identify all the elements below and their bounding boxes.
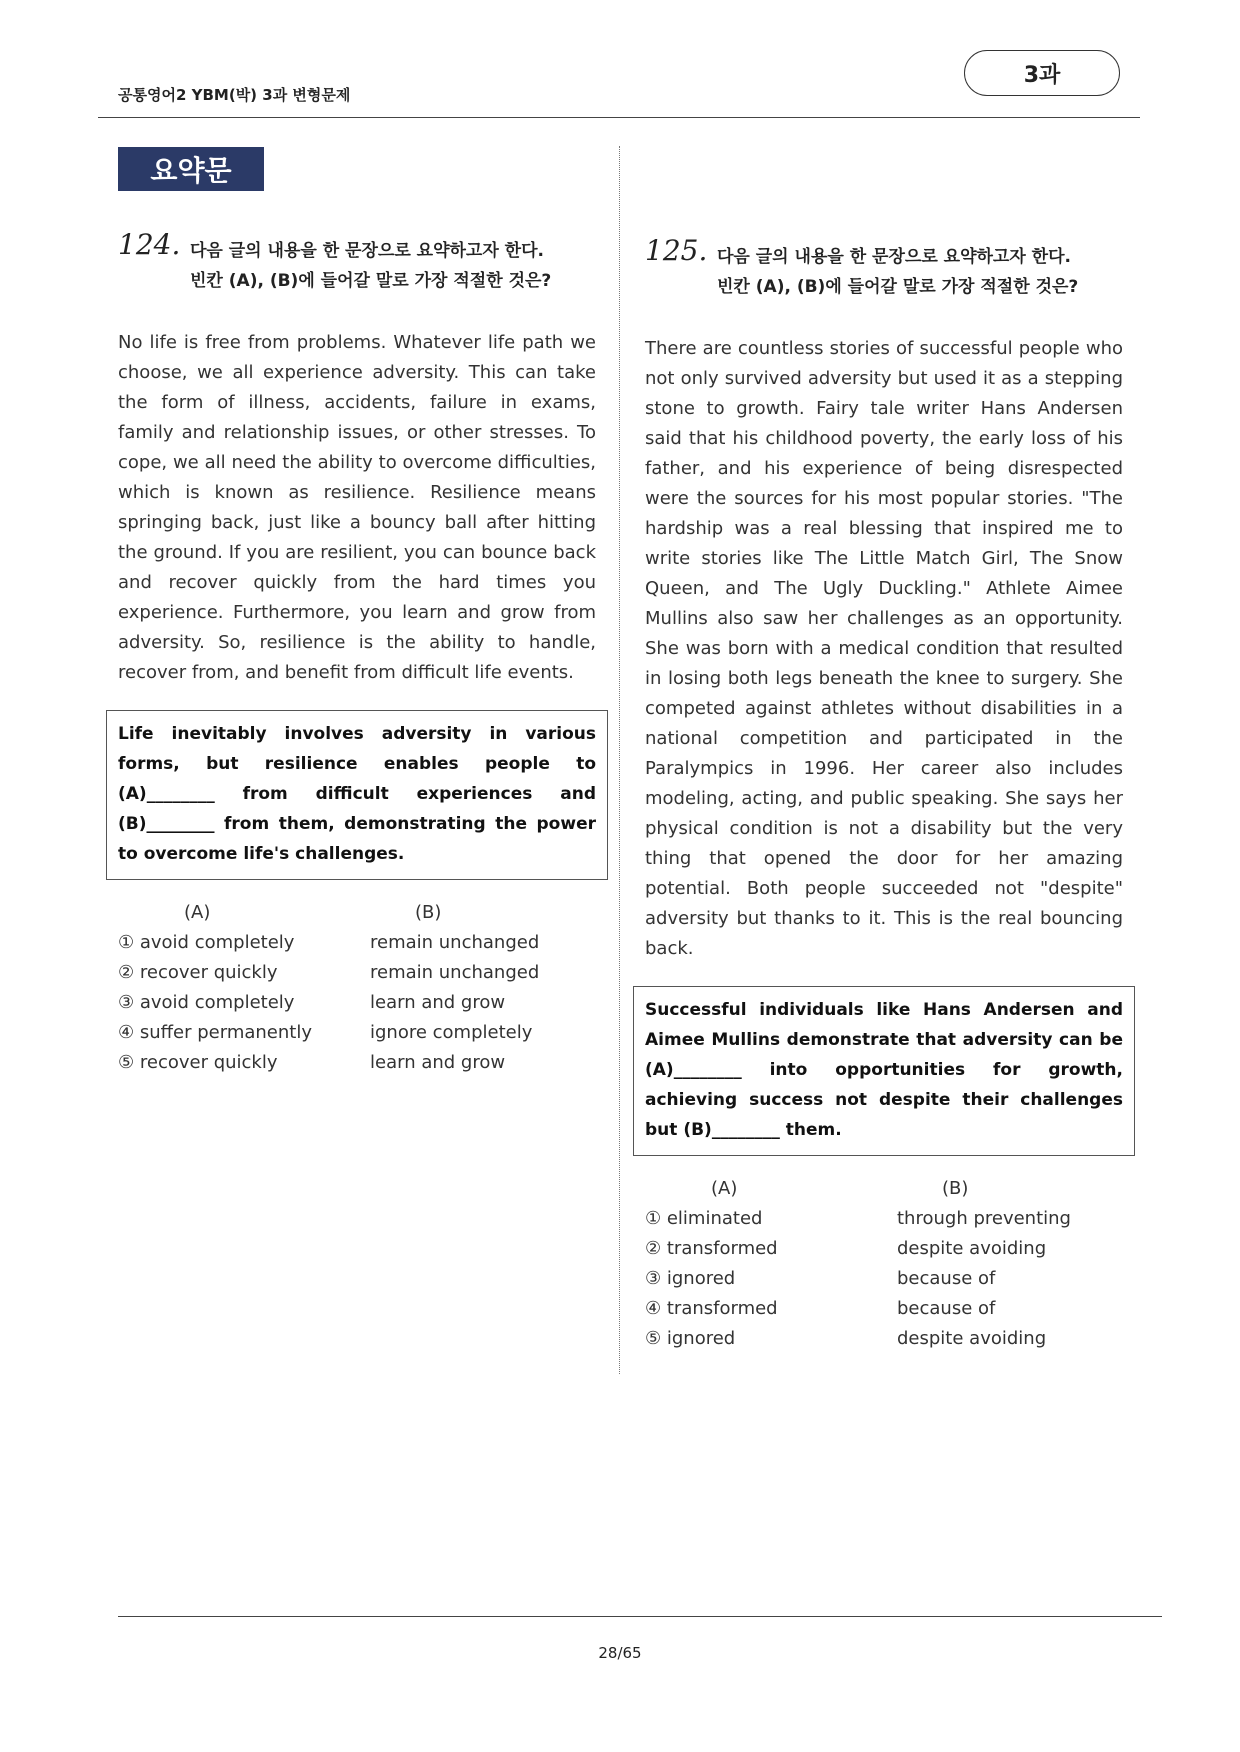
column-b-label: (B) [942,1178,969,1199]
option-a-text: ④ transformed [645,1298,778,1319]
answer-option-3[interactable] [118,988,596,1018]
answer-option-5[interactable] [118,1048,596,1078]
option-b-text: remain unchanged [370,932,540,953]
lesson-badge: 3과 [964,50,1120,96]
option-a-text: ③ ignored [645,1268,736,1289]
question-number: 124. [118,228,181,261]
question-125 [645,234,1123,1354]
option-a-text: ③ avoid completely [118,992,295,1013]
instruction-line-2: 빈칸 (A), (B)에 들어갈 말로 가장 적절한 것은? [717,277,1079,297]
option-a-text: ⑤ recover quickly [118,1052,278,1073]
answer-option-3[interactable] [645,1264,1123,1294]
reading-passage: No life is free from problems. Whatever life path we choose, we all experience adversity. This can take the form of illness, accidents, failure in exams, family and relationship issues, or other stresses. To cope, we all need the ability to overcome difficulties, which is known as resilience. Resilience means springing back, just like a bouncy ball after hitting the ground. If you are resilient, you can bounce back and recover quickly from the hard times you experience. Furthermore, you learn and grow from adversity. So, resilience is the ability to handle, recover from, and benefit from difficult life events. [118,332,596,683]
column-divider [619,146,620,1374]
section-title-banner: 요약문 [118,147,264,191]
answer-option-2[interactable] [118,958,596,988]
option-a-text: ① avoid completely [118,932,295,953]
column-a-label: (A) [711,1178,738,1199]
option-a-text: ② recover quickly [118,962,278,983]
question-number: 125. [645,234,708,267]
instruction-line-2: 빈칸 (A), (B)에 들어갈 말로 가장 적절한 것은? [190,271,552,291]
header-divider [98,117,1140,118]
option-b-text: because of [897,1298,996,1319]
option-b-text: ignore completely [370,1022,533,1043]
instruction-line-1: 다음 글의 내용을 한 문장으로 요약하고자 한다. [190,241,544,261]
question-header [645,234,1123,302]
option-a-text: ④ suffer permanently [118,1022,312,1043]
instruction-line-1: 다음 글의 내용을 한 문장으로 요약하고자 한다. [717,247,1071,267]
answer-option-1[interactable] [118,928,596,958]
option-b-text: despite avoiding [897,1238,1047,1259]
column-b-label: (B) [415,902,442,923]
footer-divider [118,1616,1162,1617]
answer-option-1[interactable] [645,1204,1123,1234]
document-header-title: 공통영어2 YBM(박) 3과 변형문제 [118,86,351,104]
question-header [118,228,596,296]
option-a-text: ① eliminated [645,1208,763,1229]
options-column-header [118,898,596,928]
reading-passage: There are countless stories of successful people who not only survived adversity but used it as a stepping stone to growth. Fairy tale writer Hans Andersen said that his childhood poverty, the early loss of his father, and his experience of being disrespected were the sources for his most popular stories. "The hardship was a real blessing that inspired me to write stories like The Little Match Girl, The Snow Queen, and The Ugly Duckling." Athlete Aimee Mullins also saw her challenges as an opportunity. She was born with a medical condition that resulted in losing both legs beneath the knee to surgery. She competed against athletes without disabilities in a national competition and participated in the Paralympics in 1996. Her career also includes modeling, acting, and public speaking. She says her physical condition is not a disability but the very thing that opened the door for her amazing potential. Both people succeeded not "despite" adversity but thanks to it. This is the real bouncing back. [645,338,1123,959]
summary-box: Life inevitably involves adversity in various forms, but resilience enables people to (A)________ from difficult experiences and (B)________ from them, demonstrating the power to overcome life's challenges. [106,710,608,880]
answer-option-4[interactable] [118,1018,596,1048]
answer-option-2[interactable] [645,1234,1123,1264]
page-number: 28/65 [598,1644,642,1662]
column-a-label: (A) [184,902,211,923]
question-instruction [717,242,1123,302]
option-b-text: because of [897,1268,996,1289]
answer-options [645,1174,1123,1354]
option-b-text: learn and grow [370,992,506,1013]
option-b-text: despite avoiding [897,1328,1047,1349]
option-a-text: ② transformed [645,1238,778,1259]
summary-box: Successful individuals like Hans Andersen and Aimee Mullins demonstrate that adversity can be (A)________ into opportunities for growth, achieving success not despite their challenges but (B)________ them. [633,986,1135,1156]
question-instruction [190,236,596,296]
option-b-text: learn and grow [370,1052,506,1073]
option-b-text: remain unchanged [370,962,540,983]
answer-option-4[interactable] [645,1294,1123,1324]
answer-option-5[interactable] [645,1324,1123,1354]
option-a-text: ⑤ ignored [645,1328,736,1349]
answer-options [118,898,596,1078]
options-column-header [645,1174,1123,1204]
question-124 [118,228,596,1078]
option-b-text: through preventing [897,1208,1071,1229]
